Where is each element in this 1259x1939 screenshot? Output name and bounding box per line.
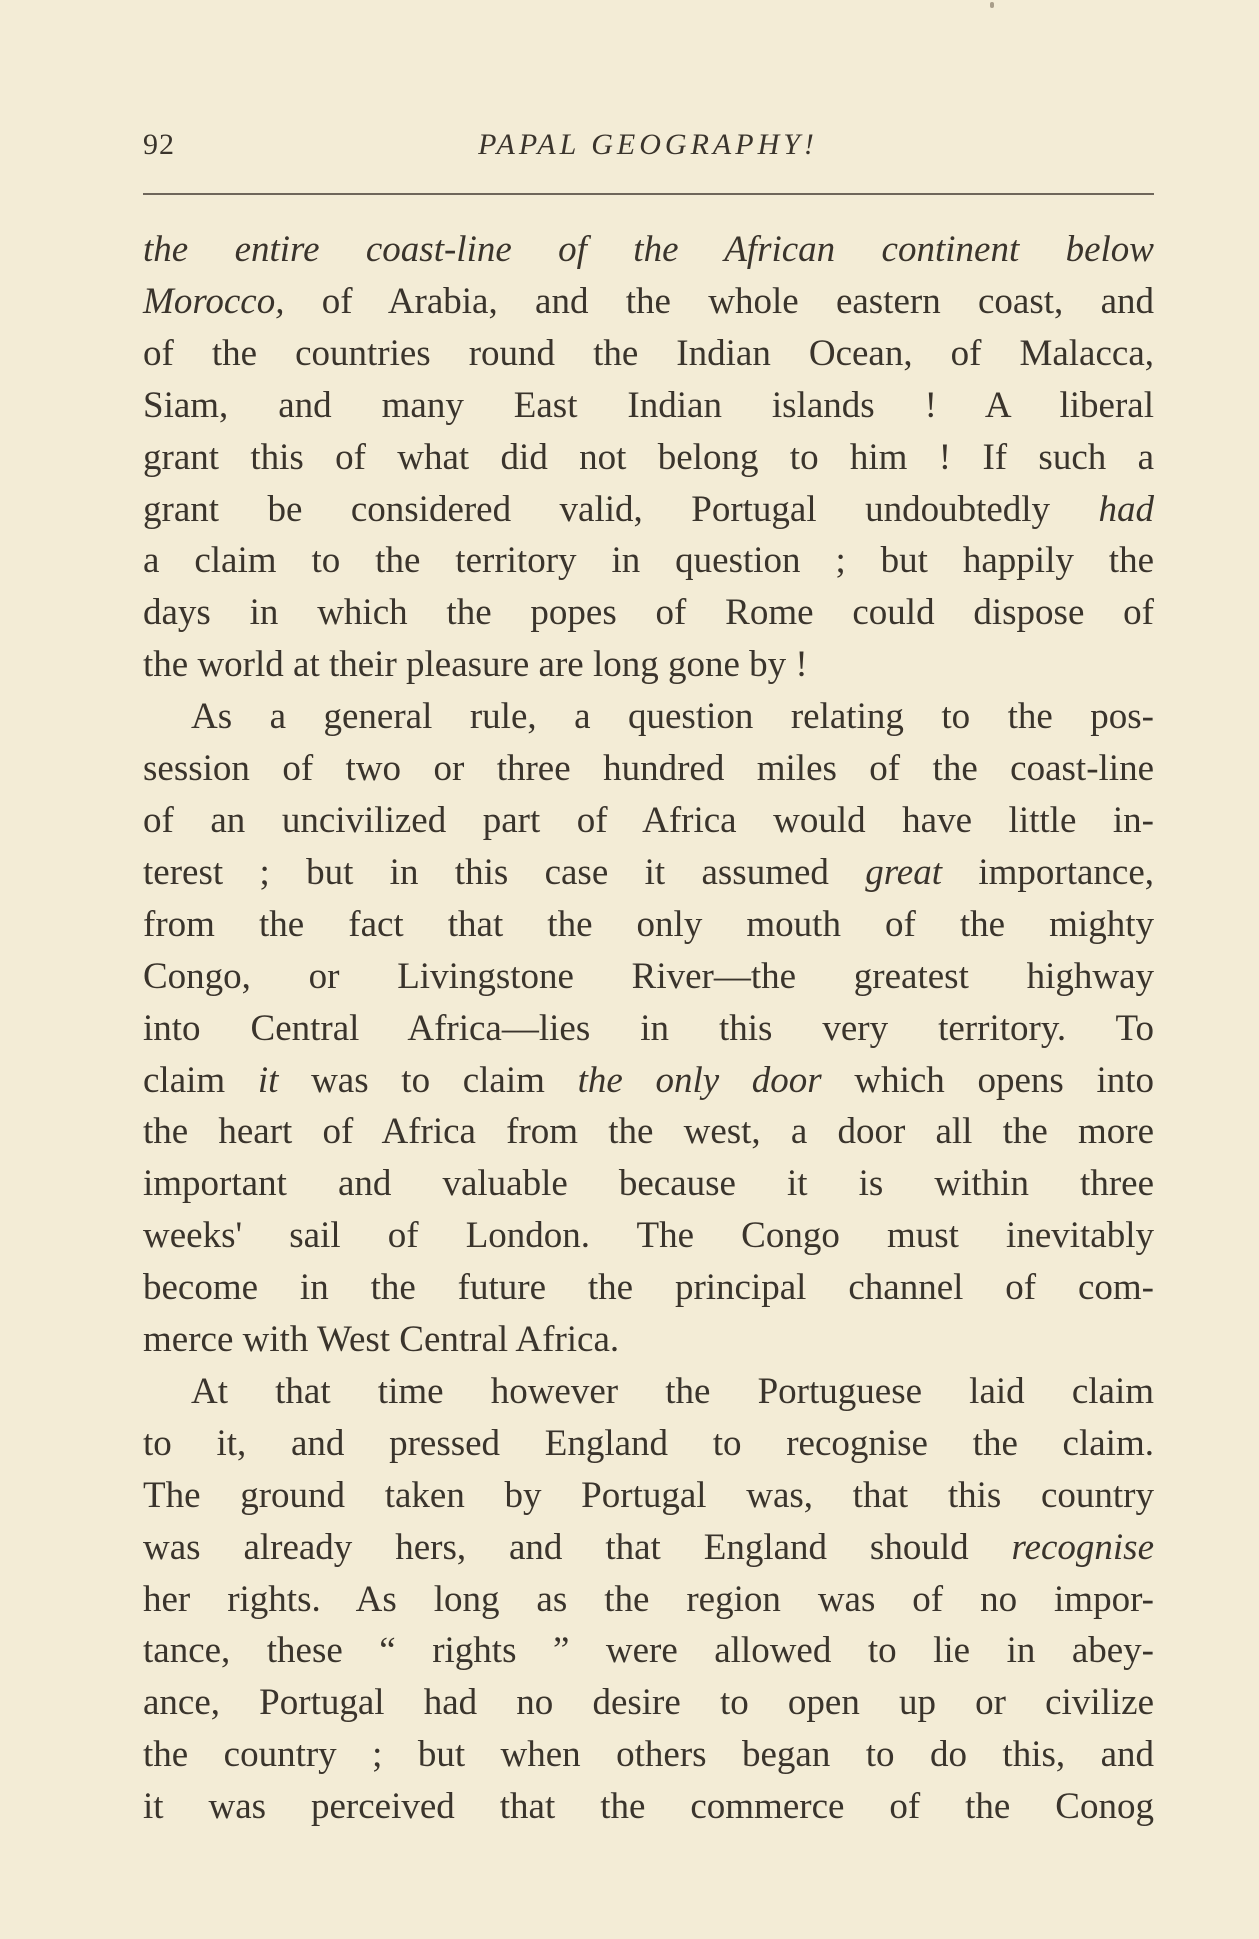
text-line: the heart of Africa from the west, a door all the more (143, 1111, 1154, 1153)
text-line: merce with West Central Africa. (143, 1319, 620, 1361)
text-line: become in the future the principal channel of com- (143, 1267, 1154, 1309)
text-line: tance, these “ rights ” were allowed to lie in abey- (143, 1630, 1154, 1672)
text-line: session of two or three hundred miles of the coast-line (143, 748, 1154, 790)
text-line: claim it was to claim the only door which opens into (143, 1059, 1155, 1101)
page-number: 92 (143, 128, 175, 161)
text-line: important and valuable because it is within three (143, 1163, 1154, 1205)
paper-speck (990, 2, 994, 8)
text-line: of an uncivilized part of Africa would have little in- (143, 799, 1154, 841)
text-line: the world at their pleasure are long gone by ! (143, 644, 808, 686)
text-line: terest ; but in this case it assumed great importance, (143, 851, 1154, 893)
text-line: days in which the popes of Rome could dispose of (143, 592, 1154, 634)
text-line: the entire coast-line of the African continent below (143, 229, 1154, 270)
text-line: At that time however the Portuguese laid claim (191, 1370, 1154, 1412)
text-line: Siam, and many East Indian islands ! A liberal (143, 384, 1154, 426)
text-line: a claim to the territory in question ; but happily the (143, 540, 1154, 582)
header-rule (143, 193, 1154, 195)
text-line: Congo, or Livingstone River—the greatest highway (143, 955, 1154, 997)
text-line: As a general rule, a question relating to the pos- (191, 696, 1154, 738)
text-line: it was perceived that the commerce of the Conog (143, 1786, 1154, 1828)
body-text (143, 224, 1154, 1833)
text-line: from the fact that the only mouth of the mighty (143, 903, 1154, 945)
text-line: into Central Africa—lies in this very territory. To (143, 1007, 1154, 1049)
text-line: the country ; but when others began to do this, and (143, 1734, 1154, 1776)
text-line: her rights. As long as the region was of no impor- (143, 1578, 1154, 1620)
text-line: ance, Portugal had no desire to open up or civilize (143, 1682, 1154, 1724)
text-line: grant this of what did not belong to him ! If such a (143, 436, 1154, 478)
running-title: PAPAL GEOGRAPHY! (478, 128, 818, 161)
text-line: to it, and pressed England to recognise the claim. (143, 1422, 1154, 1464)
page-header (143, 128, 1153, 168)
text-line: grant be considered valid, Portugal undoubtedly had (143, 488, 1154, 530)
text-line: Morocco, of Arabia, and the whole eastern coast, and (143, 280, 1154, 322)
text-line: The ground taken by Portugal was, that this country (143, 1474, 1154, 1516)
text-line: was already hers, and that England should recognise (143, 1526, 1154, 1568)
text-line: weeks' sail of London. The Congo must inevitably (143, 1215, 1154, 1257)
text-line: of the countries round the Indian Ocean, of Malacca, (143, 332, 1154, 374)
